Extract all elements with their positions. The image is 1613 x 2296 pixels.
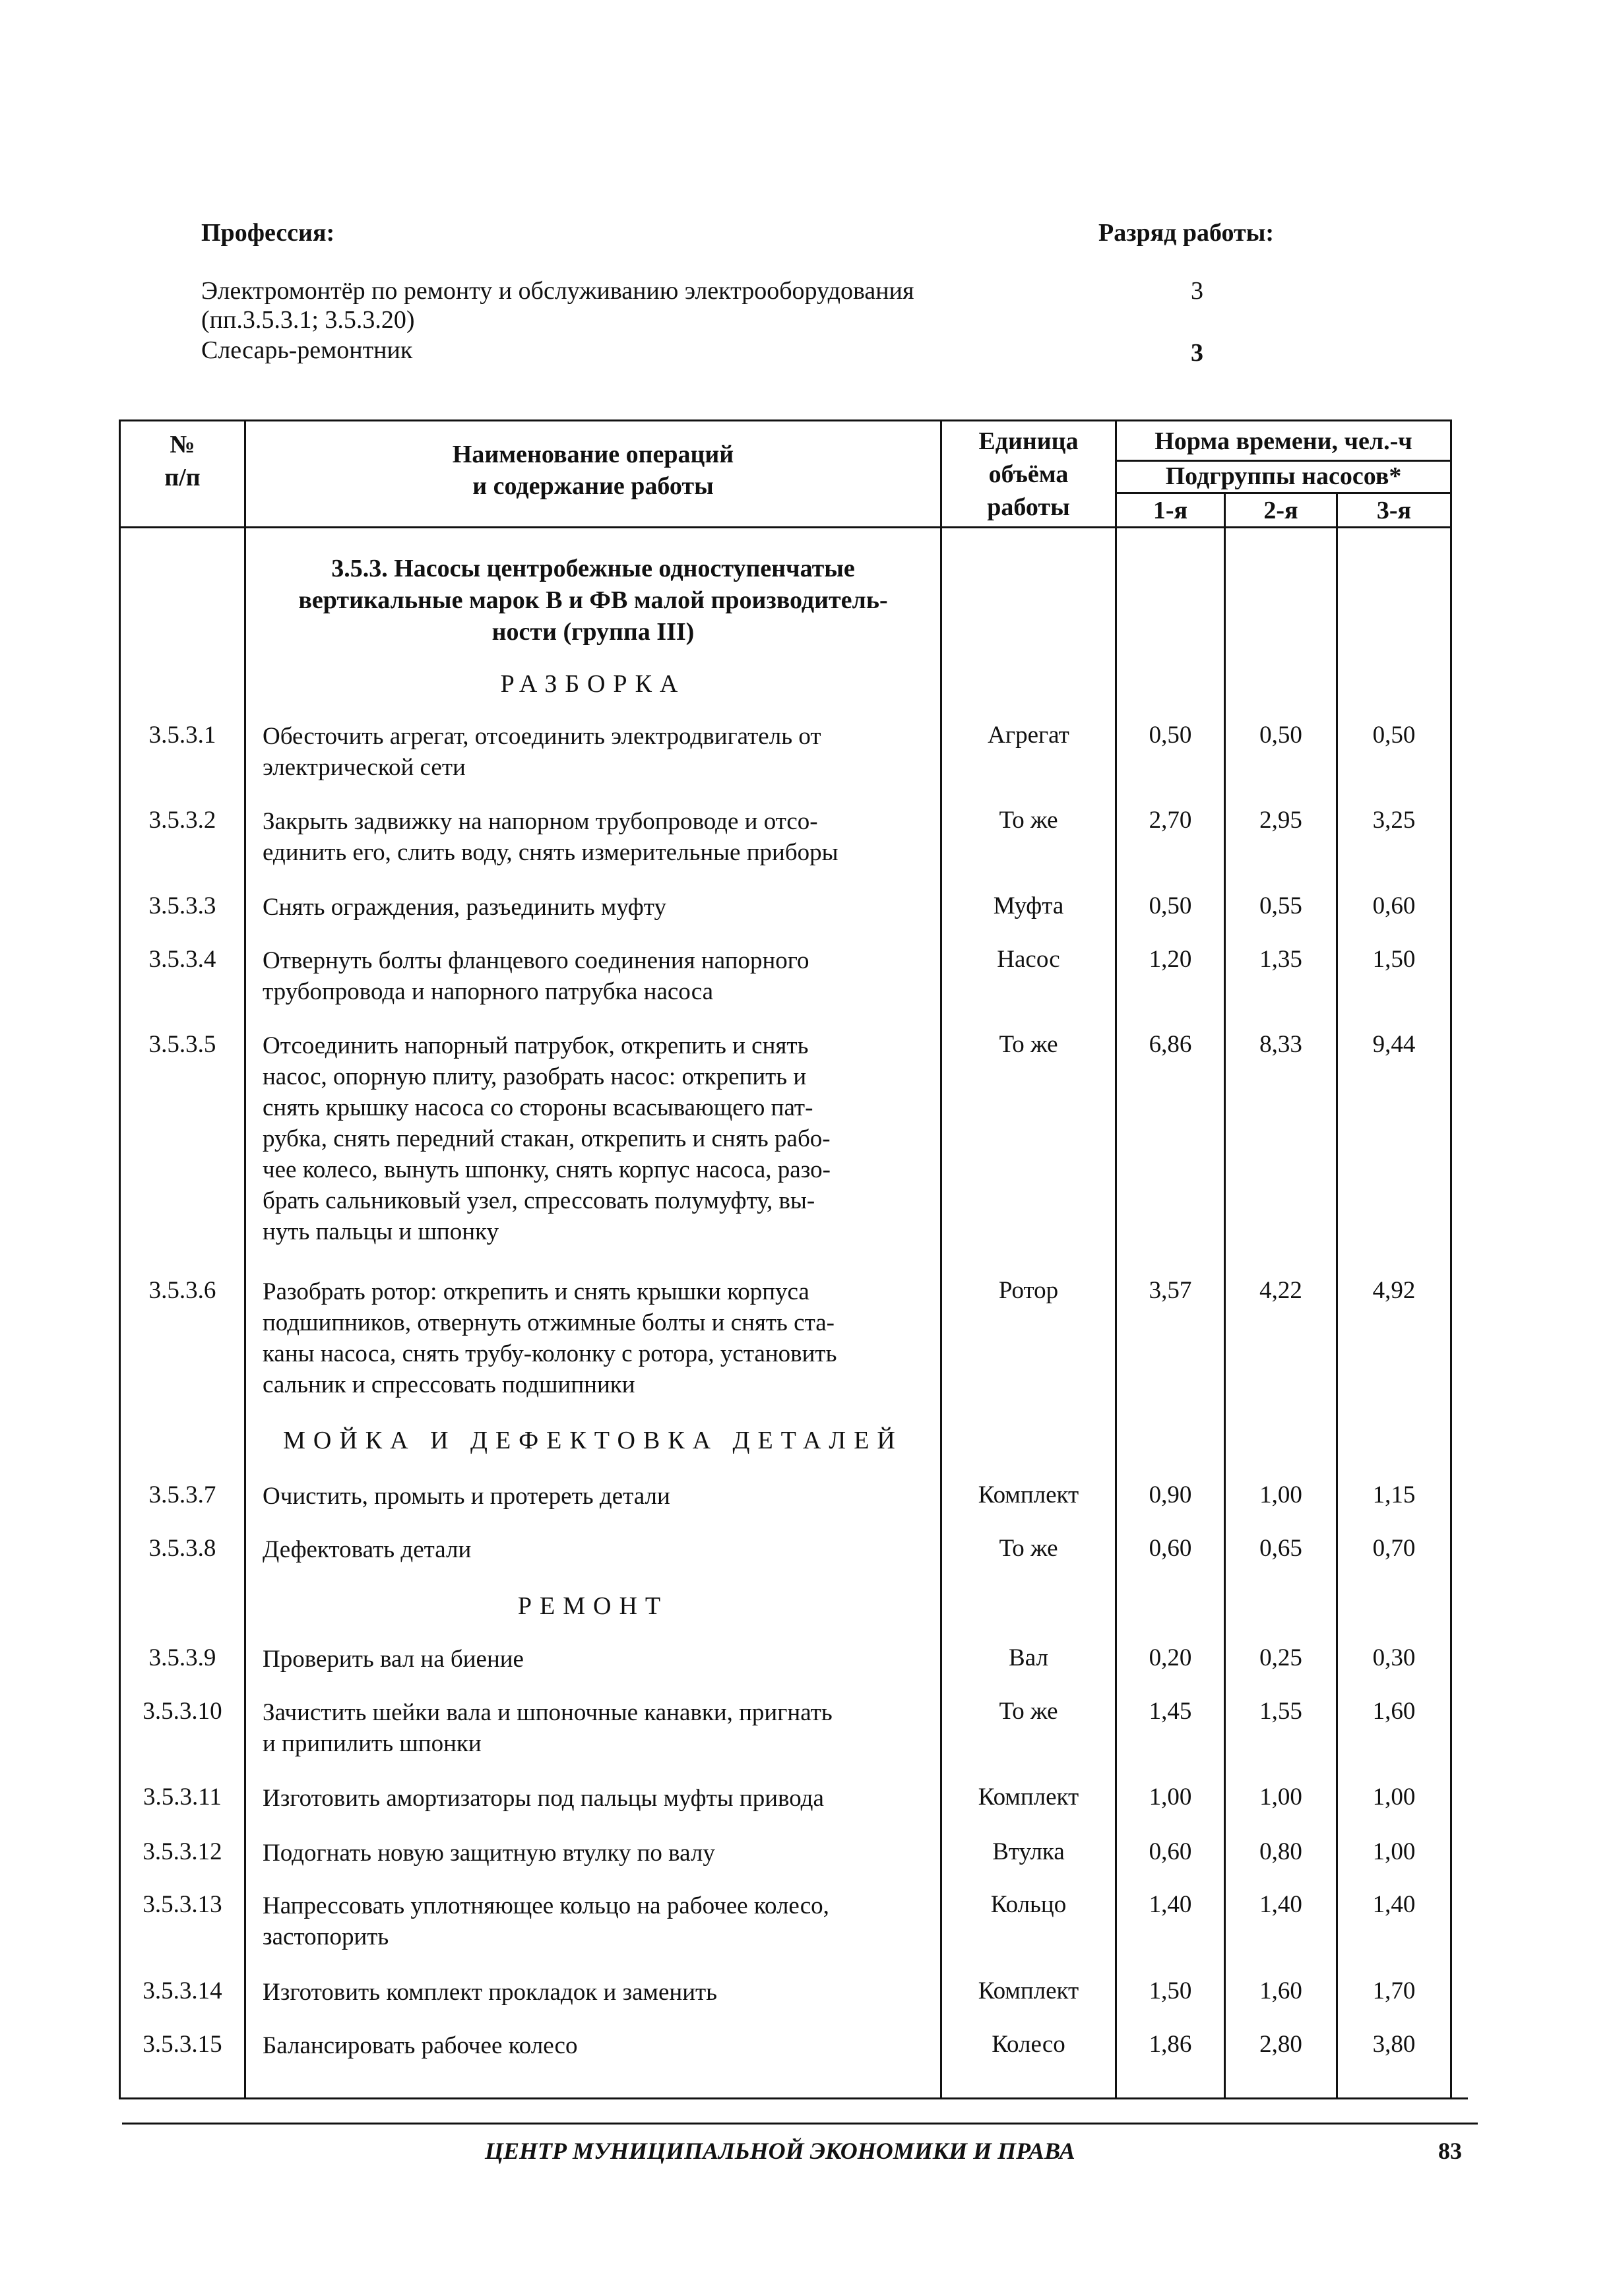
row-value-g1: 0,60 bbox=[1149, 1535, 1192, 1562]
col-name-header-1: Наименование операций bbox=[452, 441, 734, 468]
row-value-g3: 9,44 bbox=[1372, 1031, 1416, 1058]
table-top-border bbox=[119, 419, 1451, 421]
profession-1: Электромонтёр по ремонту и обслуживанию электрооборудования bbox=[201, 277, 914, 305]
row-number: 3.5.3.1 bbox=[148, 722, 216, 749]
row-unit: Комплект bbox=[978, 1977, 1079, 2004]
row-value-g3: 1,70 bbox=[1372, 1977, 1416, 2004]
row-value-g2: 1,00 bbox=[1259, 1784, 1302, 1811]
row-description-line: трубопровода и напорного патрубка насоса bbox=[263, 978, 714, 1005]
col-num-header-1: № bbox=[170, 431, 195, 458]
row-description-line: Отвернуть болты фланцевого соединения напорного bbox=[263, 947, 809, 974]
row-value-g1: 1,20 bbox=[1149, 946, 1192, 973]
row-value-g1: 0,50 bbox=[1149, 722, 1192, 749]
row-unit: То же bbox=[999, 1031, 1058, 1058]
row-unit: То же bbox=[999, 1698, 1058, 1725]
row-description-line: Отсоединить напорный патрубок, открепить и снять bbox=[263, 1032, 809, 1059]
row-value-g1: 6,86 bbox=[1149, 1031, 1192, 1058]
row-value-g2: 0,50 bbox=[1259, 722, 1302, 749]
row-value-g3: 1,15 bbox=[1372, 1481, 1416, 1508]
row-description-line: снять крышку насоса со стороны всасывающего пат- bbox=[263, 1094, 813, 1121]
footer-publisher: ЦЕНТР МУНИЦИПАЛЬНОЙ ЭКОНОМИКИ И ПРАВА bbox=[485, 2138, 1075, 2164]
profession-1-ref: (пп.3.5.3.1; 3.5.3.20) bbox=[201, 306, 415, 334]
row-description-line: рубка, снять передний стакан, открепить и снять рабо- bbox=[263, 1125, 831, 1152]
row-description-line: Очистить, промыть и протереть детали bbox=[263, 1483, 670, 1510]
row-value-g3: 1,50 bbox=[1372, 946, 1416, 973]
col-subgroups-header: Подгруппы насосов* bbox=[1165, 462, 1402, 490]
row-number: 3.5.3.4 bbox=[148, 946, 216, 973]
row-value-g2: 8,33 bbox=[1259, 1031, 1302, 1058]
table-right-border bbox=[1450, 419, 1452, 2099]
row-description-line: Подогнать новую защитную втулку по валу bbox=[263, 1840, 715, 1867]
row-description-line: насос, опорную плиту, разобрать насос: открепить и bbox=[263, 1063, 807, 1090]
row-number: 3.5.3.14 bbox=[142, 1977, 222, 2004]
grade-label: Разряд работы: bbox=[1098, 219, 1275, 247]
row-description-line: подшипников, отвернуть отжимные болты и снять ста- bbox=[263, 1309, 835, 1336]
row-value-g1: 1,50 bbox=[1149, 1977, 1192, 2004]
row-number: 3.5.3.13 bbox=[142, 1891, 222, 1918]
col-unit-header-1: Единица bbox=[978, 427, 1079, 455]
row-value-g2: 0,55 bbox=[1259, 892, 1302, 919]
row-value-g1: 0,60 bbox=[1149, 1838, 1192, 1865]
row-unit: То же bbox=[999, 1535, 1058, 1562]
profession-label: Профессия: bbox=[201, 219, 335, 247]
row-description-line: Проверить вал на биение bbox=[263, 1646, 524, 1673]
section-title-line-1: 3.5.3. Насосы центробежные одноступенчатые bbox=[331, 555, 855, 582]
row-description-line: нуть пальцы и шпонку bbox=[263, 1218, 499, 1245]
row-unit: Комплект bbox=[978, 1481, 1079, 1508]
row-value-g2: 1,55 bbox=[1259, 1698, 1302, 1725]
row-description-line: Изготовить комплект прокладок и заменить bbox=[263, 1979, 718, 2006]
row-unit: Насос bbox=[997, 946, 1060, 973]
row-value-g1: 1,86 bbox=[1149, 2031, 1192, 2058]
row-value-g3: 1,40 bbox=[1372, 1891, 1416, 1918]
row-description-line: Разобрать ротор: открепить и снять крышки корпуса bbox=[263, 1278, 809, 1305]
row-value-g2: 0,25 bbox=[1259, 1644, 1302, 1671]
row-unit: Колесо bbox=[992, 2031, 1065, 2058]
subgroup-header-divider bbox=[1115, 492, 1451, 494]
row-description-line: электрической сети bbox=[263, 754, 466, 781]
row-number: 3.5.3.6 bbox=[148, 1277, 216, 1304]
row-value-g2: 0,65 bbox=[1259, 1535, 1302, 1562]
row-number: 3.5.3.15 bbox=[142, 2031, 222, 2058]
row-value-g2: 1,40 bbox=[1259, 1891, 1302, 1918]
grade-2: 3 bbox=[1191, 339, 1203, 367]
heading-repair: РЕМОНТ bbox=[517, 1592, 669, 1620]
row-value-g1: 0,90 bbox=[1149, 1481, 1192, 1508]
row-value-g2: 2,95 bbox=[1259, 807, 1302, 834]
row-value-g3: 0,70 bbox=[1372, 1535, 1416, 1562]
grade-1: 3 bbox=[1191, 277, 1203, 305]
row-description-line: Снять ограждения, разъединить муфту bbox=[263, 894, 666, 921]
row-unit: То же bbox=[999, 807, 1058, 834]
row-number: 3.5.3.2 bbox=[148, 807, 216, 834]
row-value-g1: 0,50 bbox=[1149, 892, 1192, 919]
heading-disassembly: РАЗБОРКА bbox=[500, 670, 686, 698]
row-unit: Ротор bbox=[998, 1277, 1059, 1304]
row-unit: Комплект bbox=[978, 1784, 1079, 1811]
heading-washing: МОЙКА И ДЕФЕКТОВКА ДЕТАЛЕЙ bbox=[283, 1427, 903, 1454]
page-number: 83 bbox=[1438, 2138, 1462, 2164]
row-unit: Кольцо bbox=[990, 1891, 1067, 1918]
row-number: 3.5.3.10 bbox=[142, 1698, 222, 1725]
row-value-g1: 2,70 bbox=[1149, 807, 1192, 834]
col-g1-header: 1-я bbox=[1153, 497, 1188, 524]
row-description-line: Балансировать рабочее колесо bbox=[263, 2032, 578, 2059]
row-unit: Втулка bbox=[992, 1838, 1065, 1865]
row-value-g3: 0,60 bbox=[1372, 892, 1416, 919]
row-value-g2: 1,35 bbox=[1259, 946, 1302, 973]
row-value-g3: 1,60 bbox=[1372, 1698, 1416, 1725]
row-number: 3.5.3.11 bbox=[143, 1784, 222, 1811]
table-header-bottom-border bbox=[119, 526, 1451, 528]
profession-2: Слесарь-ремонтник bbox=[201, 336, 413, 364]
row-value-g1: 1,40 bbox=[1149, 1891, 1192, 1918]
row-description-line: чее колесо, вынуть шпонку, снять корпус насоса, разо- bbox=[263, 1156, 831, 1183]
row-description-line: Закрыть задвижку на напорном трубопроводе и отсо- bbox=[263, 808, 818, 835]
row-value-g1: 0,20 bbox=[1149, 1644, 1192, 1671]
row-value-g1: 3,57 bbox=[1149, 1277, 1192, 1304]
row-value-g2: 2,80 bbox=[1259, 2031, 1302, 2058]
row-description-line: Обесточить агрегат, отсоединить электродвигатель от bbox=[263, 723, 821, 750]
section-title-line-3: ности (группа III) bbox=[491, 618, 695, 646]
row-value-g2: 4,22 bbox=[1259, 1277, 1302, 1304]
row-unit: Агрегат bbox=[988, 722, 1069, 749]
row-value-g1: 1,45 bbox=[1149, 1698, 1192, 1725]
row-value-g2: 0,80 bbox=[1259, 1838, 1302, 1865]
col-g3-header: 3-я bbox=[1376, 497, 1412, 524]
row-number: 3.5.3.7 bbox=[148, 1481, 216, 1508]
row-value-g3: 3,25 bbox=[1372, 807, 1416, 834]
row-description-line: сальник и спрессовать подшипники bbox=[263, 1371, 635, 1398]
row-description-line: каны насоса, снять трубу-колонку с ротора, установить bbox=[263, 1340, 837, 1367]
col-g2-header: 2-я bbox=[1263, 497, 1298, 524]
col-num-header-2: п/п bbox=[164, 464, 201, 491]
col-unit-header-2: объёма bbox=[988, 460, 1069, 488]
row-value-g3: 0,50 bbox=[1372, 722, 1416, 749]
footer-rule bbox=[122, 2123, 1478, 2125]
col-unit-header-3: работы bbox=[987, 493, 1070, 521]
row-description-line: и припилить шпонки bbox=[263, 1730, 482, 1757]
row-value-g2: 1,60 bbox=[1259, 1977, 1302, 2004]
row-description-line: Изготовить амортизаторы под пальцы муфты привода bbox=[263, 1785, 824, 1812]
row-value-g1: 1,00 bbox=[1149, 1784, 1192, 1811]
row-description-line: брать сальниковый узел, спрессовать полумуфту, вы- bbox=[263, 1187, 815, 1214]
row-value-g3: 3,80 bbox=[1372, 2031, 1416, 2058]
table-bottom-border bbox=[119, 2097, 1468, 2099]
row-value-g3: 1,00 bbox=[1372, 1838, 1416, 1865]
row-number: 3.5.3.3 bbox=[148, 892, 216, 919]
row-number: 3.5.3.9 bbox=[148, 1644, 216, 1671]
row-description-line: единить его, слить воду, снять измерительные приборы bbox=[263, 839, 838, 866]
row-unit: Вал bbox=[1009, 1644, 1048, 1671]
row-description-line: застопорить bbox=[263, 1923, 389, 1950]
col-name-header-2: и содержание работы bbox=[472, 472, 714, 500]
row-unit: Муфта bbox=[993, 892, 1064, 919]
row-value-g3: 1,00 bbox=[1372, 1784, 1416, 1811]
row-description-line: Зачистить шейки вала и шпоночные канавки, пригнать bbox=[263, 1699, 833, 1726]
row-value-g3: 0,30 bbox=[1372, 1644, 1416, 1671]
row-number: 3.5.3.12 bbox=[142, 1838, 222, 1865]
section-title-line-2: вертикальные марок В и ФВ малой производитель- bbox=[298, 586, 888, 614]
col-norm-header: Норма времени, чел.-ч bbox=[1154, 427, 1412, 455]
row-value-g3: 4,92 bbox=[1372, 1277, 1416, 1304]
row-number: 3.5.3.5 bbox=[148, 1031, 216, 1058]
row-description-line: Напрессовать уплотняющее кольцо на рабочее колесо, bbox=[263, 1892, 829, 1919]
row-description-line: Дефектовать детали bbox=[263, 1536, 472, 1563]
row-number: 3.5.3.8 bbox=[148, 1535, 216, 1562]
row-value-g2: 1,00 bbox=[1259, 1481, 1302, 1508]
